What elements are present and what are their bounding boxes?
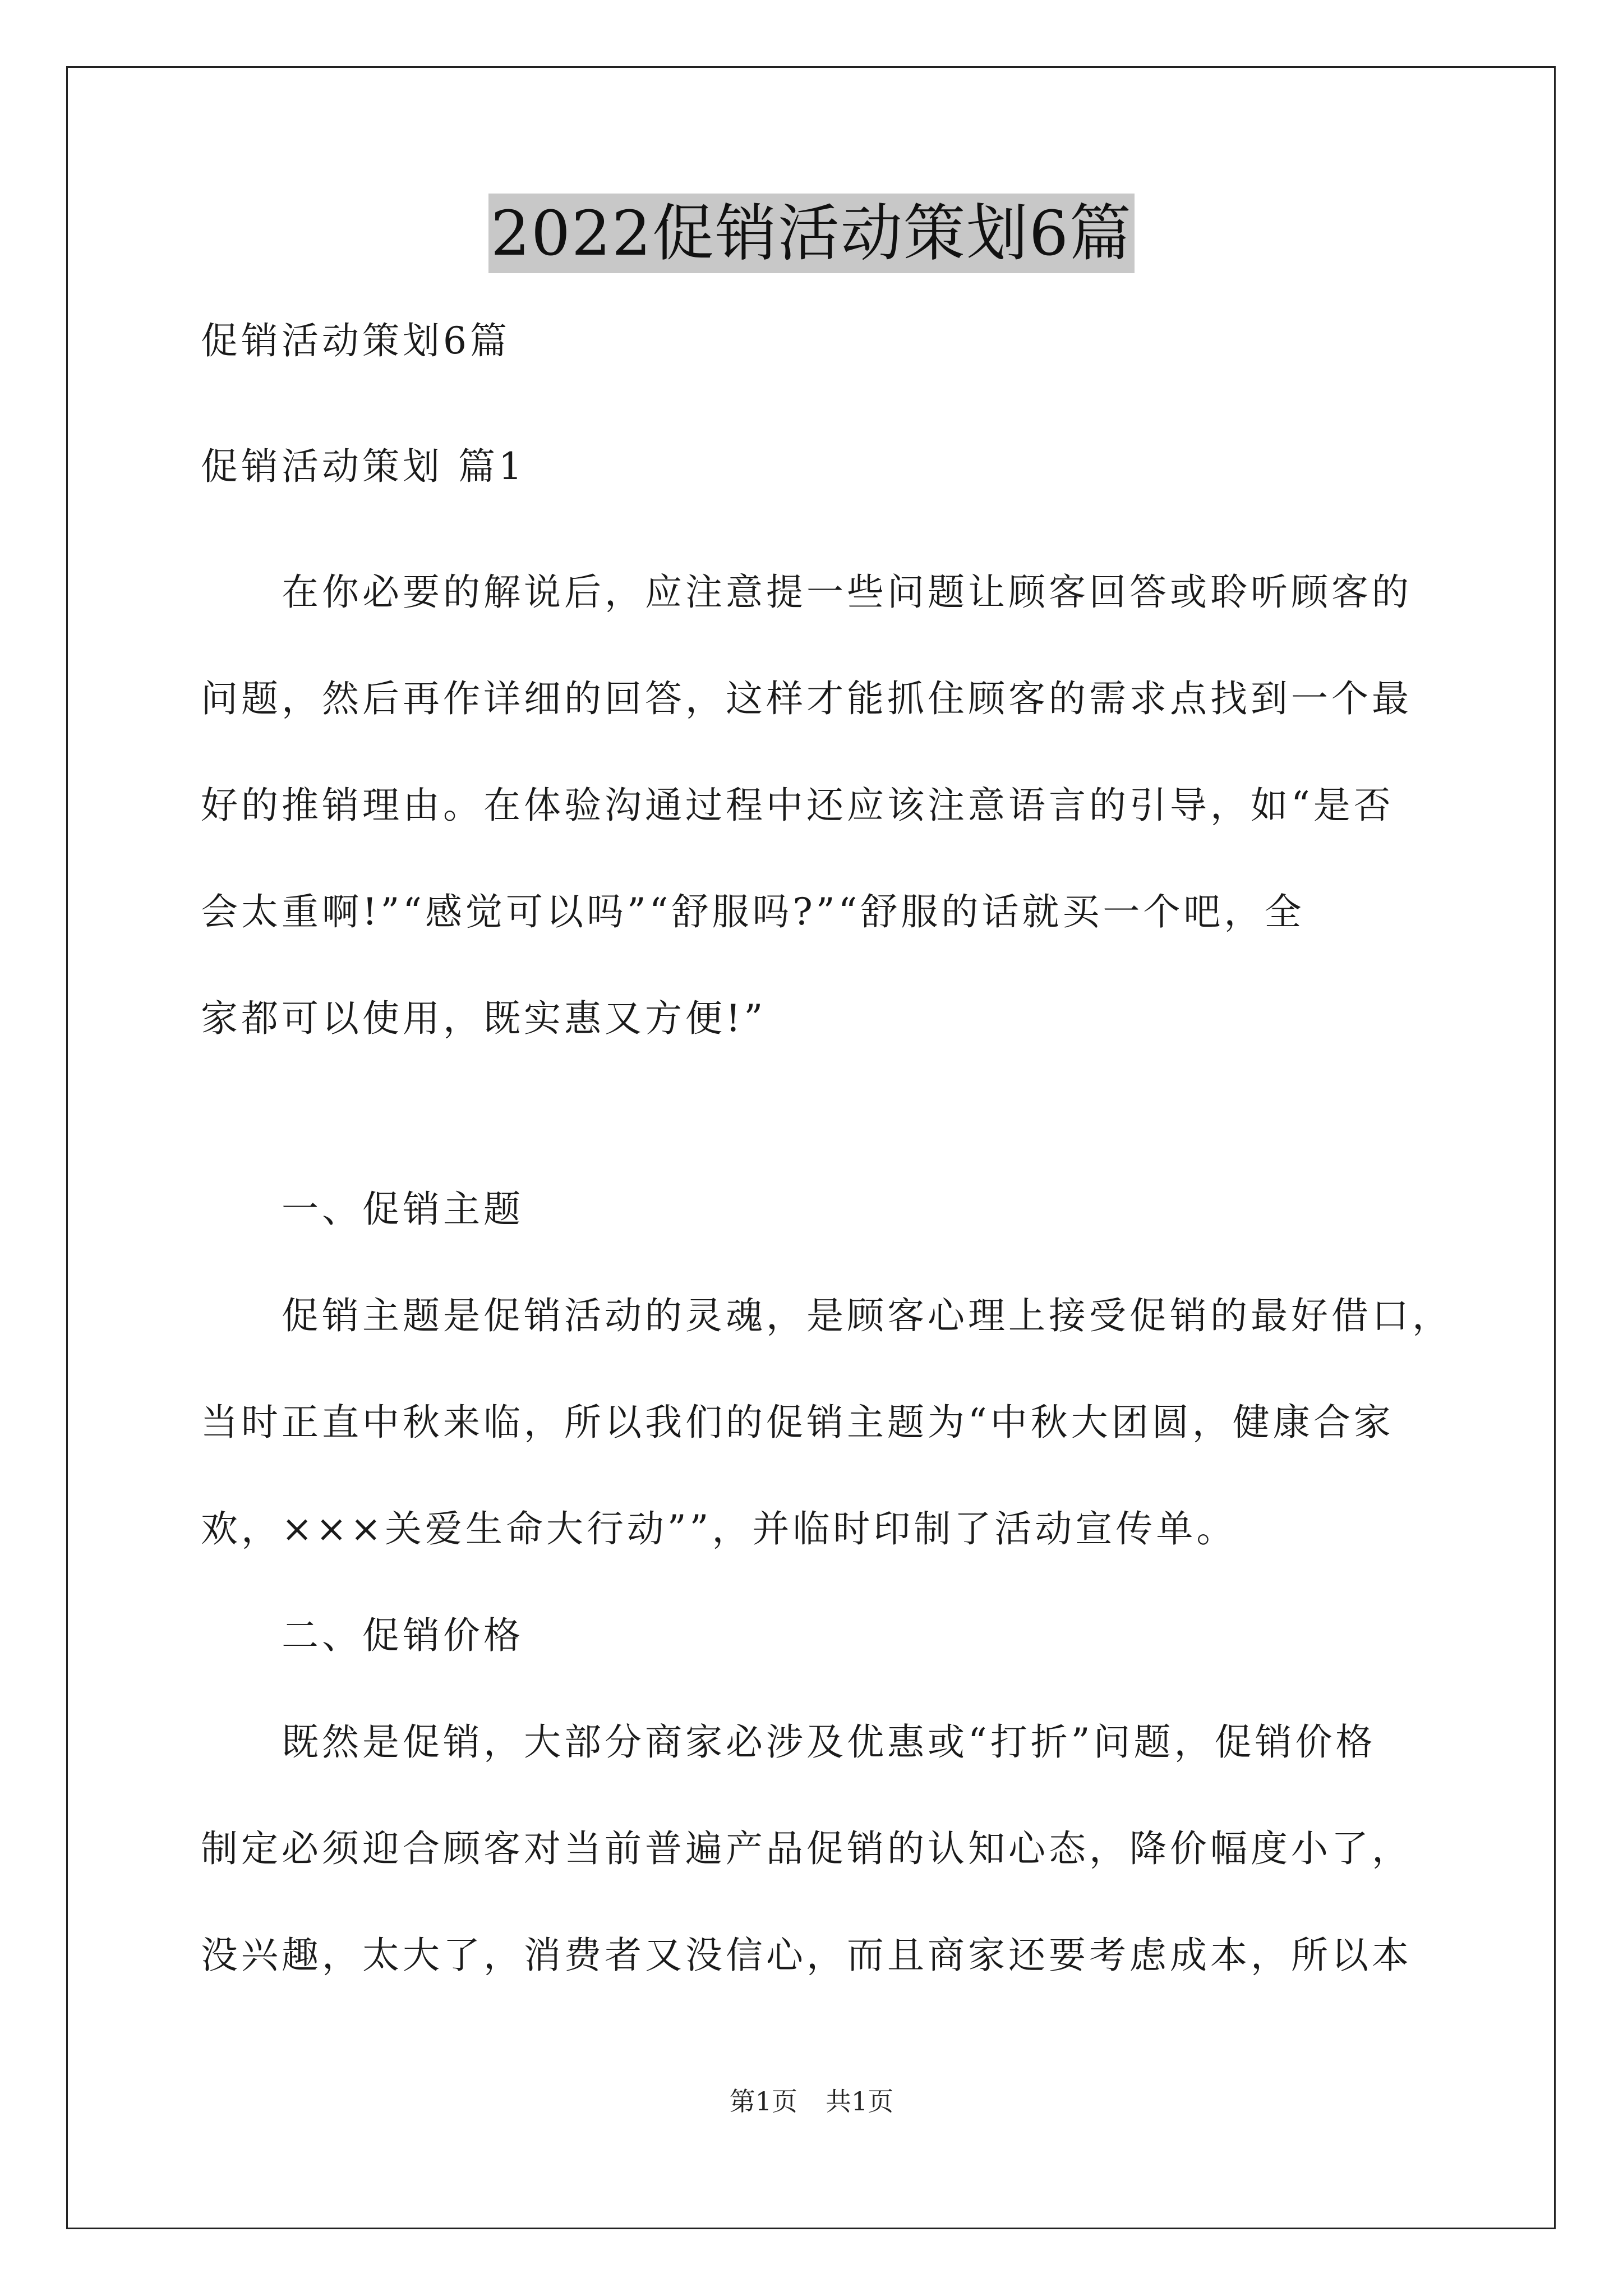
paragraph-1: [201, 565, 1429, 1098]
page-footer: [0, 2085, 1623, 2118]
paragraph-line: 没兴趣，太大了，消费者又没信心，而且商家还要考虑成本，所以本: [201, 1934, 1412, 1977]
section-heading: 促销活动策划 篇1: [201, 445, 525, 488]
paragraph-line: 会太重啊!”“感觉可以吗”“舒服吗?”“舒服的话就买一个吧，全: [201, 890, 1305, 933]
paragraph-gap: [201, 1098, 1429, 1182]
title-container: [0, 194, 1623, 273]
page-total: 共1页: [826, 2086, 894, 2116]
heading-promotion-theme: [201, 1182, 1429, 1289]
paragraph-line: 问题，然后再作详细的回答，这样才能抓住顾客的需求点找到一个最: [201, 677, 1412, 720]
heading-line: 一、促销主题: [282, 1188, 524, 1231]
document-subtitle: 促销活动策划6篇: [201, 319, 510, 362]
paragraph-line: 促销主题是促销活动的灵魂，是顾客心理上接受促销的最好借口，: [282, 1294, 1453, 1337]
heading-promotion-price: [201, 1609, 1429, 1715]
document-body: [201, 314, 1453, 2035]
paragraph-3: [201, 1715, 1429, 2035]
document-title: 2022促销活动策划6篇: [488, 194, 1135, 273]
paragraph-line: 在你必要的解说后，应注意提一些问题让顾客回答或聆听顾客的: [282, 570, 1412, 614]
heading-line: 二、促销价格: [282, 1614, 524, 1657]
paragraph-2: [201, 1289, 1453, 1609]
paragraph-line: 既然是促销，大部分商家必涉及优惠或“打折”问题，促销价格: [282, 1720, 1376, 1764]
paragraph-line: 好的推销理由。在体验沟通过程中还应该注意语言的引导，如“是否: [201, 784, 1394, 827]
paragraph-line: 制定必须迎合顾客对当前普遍产品促销的认知心态，降价幅度小了，: [201, 1827, 1412, 1870]
paragraph-line: 当时正直中秋来临，所以我们的促销主题为“中秋大团圆，健康合家: [201, 1401, 1394, 1444]
paragraph-line: 家都可以使用，既实惠又方便!”: [201, 997, 767, 1040]
page-number: 第1页: [729, 2086, 797, 2116]
paragraph-line: 欢，×××关爱生命大行动””，并临时印制了活动宣传单。: [201, 1507, 1237, 1550]
